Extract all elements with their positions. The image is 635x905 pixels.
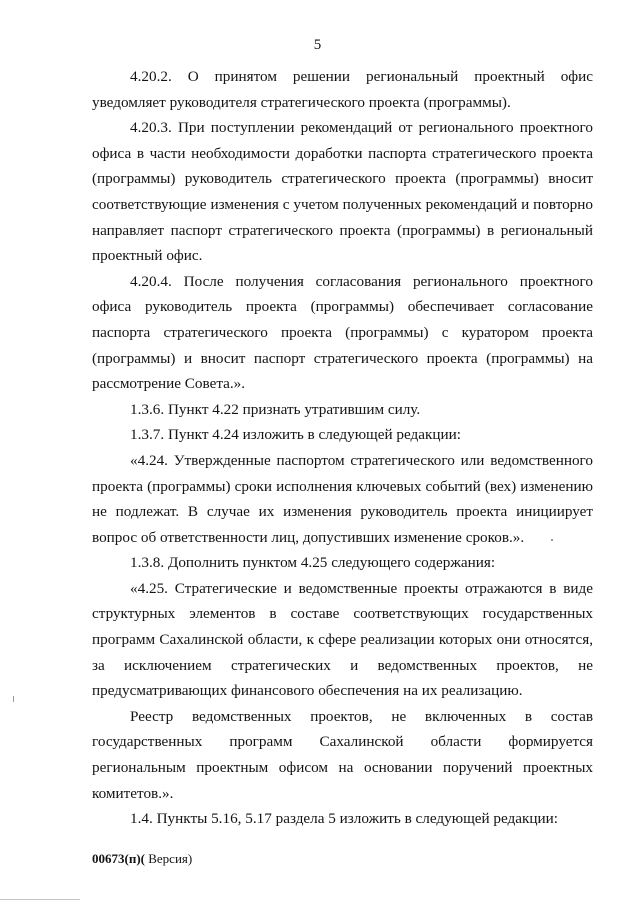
page-number: 5: [313, 37, 322, 53]
paragraph-4-25: «4.25. Стратегические и ведомственные проекты отражаются в виде структурных элементов в составе соответствующих государственных программ Сахалинской области, к сфере реализации которых они относятся, за исключением стратегических и ведомственных проектов, не предусматривающих финансового обеспечения на их реализацию.: [92, 579, 593, 700]
paragraph-4-20-2: 4.20.2. О принятом решении региональный проектный офис уведомляет руководителя стратегического проекта (программы).: [92, 68, 593, 111]
document-body: [92, 64, 593, 832]
paragraph-1-4: 1.4. Пункты 5.16, 5.17 раздела 5 изложить в следующей редакции:: [130, 810, 559, 828]
paragraph-1-3-7: 1.3.7. Пункт 4.24 изложить в следующей редакции:: [130, 426, 461, 444]
paragraph-4-20-4: 4.20.4. После получения согласования регионального проектного офиса руководитель проекта (программы) обеспечивает согласование паспорта стратегического проекта (программы) с куратором проекта (программы) и вносит паспорт стратегического проекта (программы) на рассмотрение Совета.».: [92, 272, 593, 393]
document-code: 00673(п)(: [92, 851, 145, 866]
paragraph-registry: Реестр ведомственных проектов, не включенных в состав государственных программ Сахалинской области формируется региональным проектным офисом на основании поручений проектных комитетов.».: [92, 707, 593, 802]
scan-line: [0, 899, 80, 900]
scan-dot: [13, 696, 14, 702]
document-footer: [92, 851, 192, 867]
scan-dot: [551, 539, 553, 541]
paragraph-1-3-8: 1.3.8. Дополнить пунктом 4.25 следующего содержания:: [130, 554, 496, 572]
paragraph-1-3-6: 1.3.6. Пункт 4.22 признать утратившим силу.: [130, 400, 421, 418]
paragraph-4-20-3: 4.20.3. При поступлении рекомендаций от регионального проектного офиса в части необходимости доработки паспорта стратегического проекта (программы) руководитель стратегического проекта (программы) вносит соответствующие изменения с учетом полученных рекомендаций и повторно направляет паспорт стратегического проекта (программы) в региональный проектный офис.: [92, 119, 593, 265]
paragraph-4-24: «4.24. Утвержденные паспортом стратегического или ведомственного проекта (программы) сроки исполнения ключевых событий (вех) изменению не подлежат. В случае их изменения руководитель проекта инициирует вопрос об ответственности лиц, допустивших изменение сроков.».: [92, 451, 593, 546]
document-version: Версия): [144, 851, 193, 866]
